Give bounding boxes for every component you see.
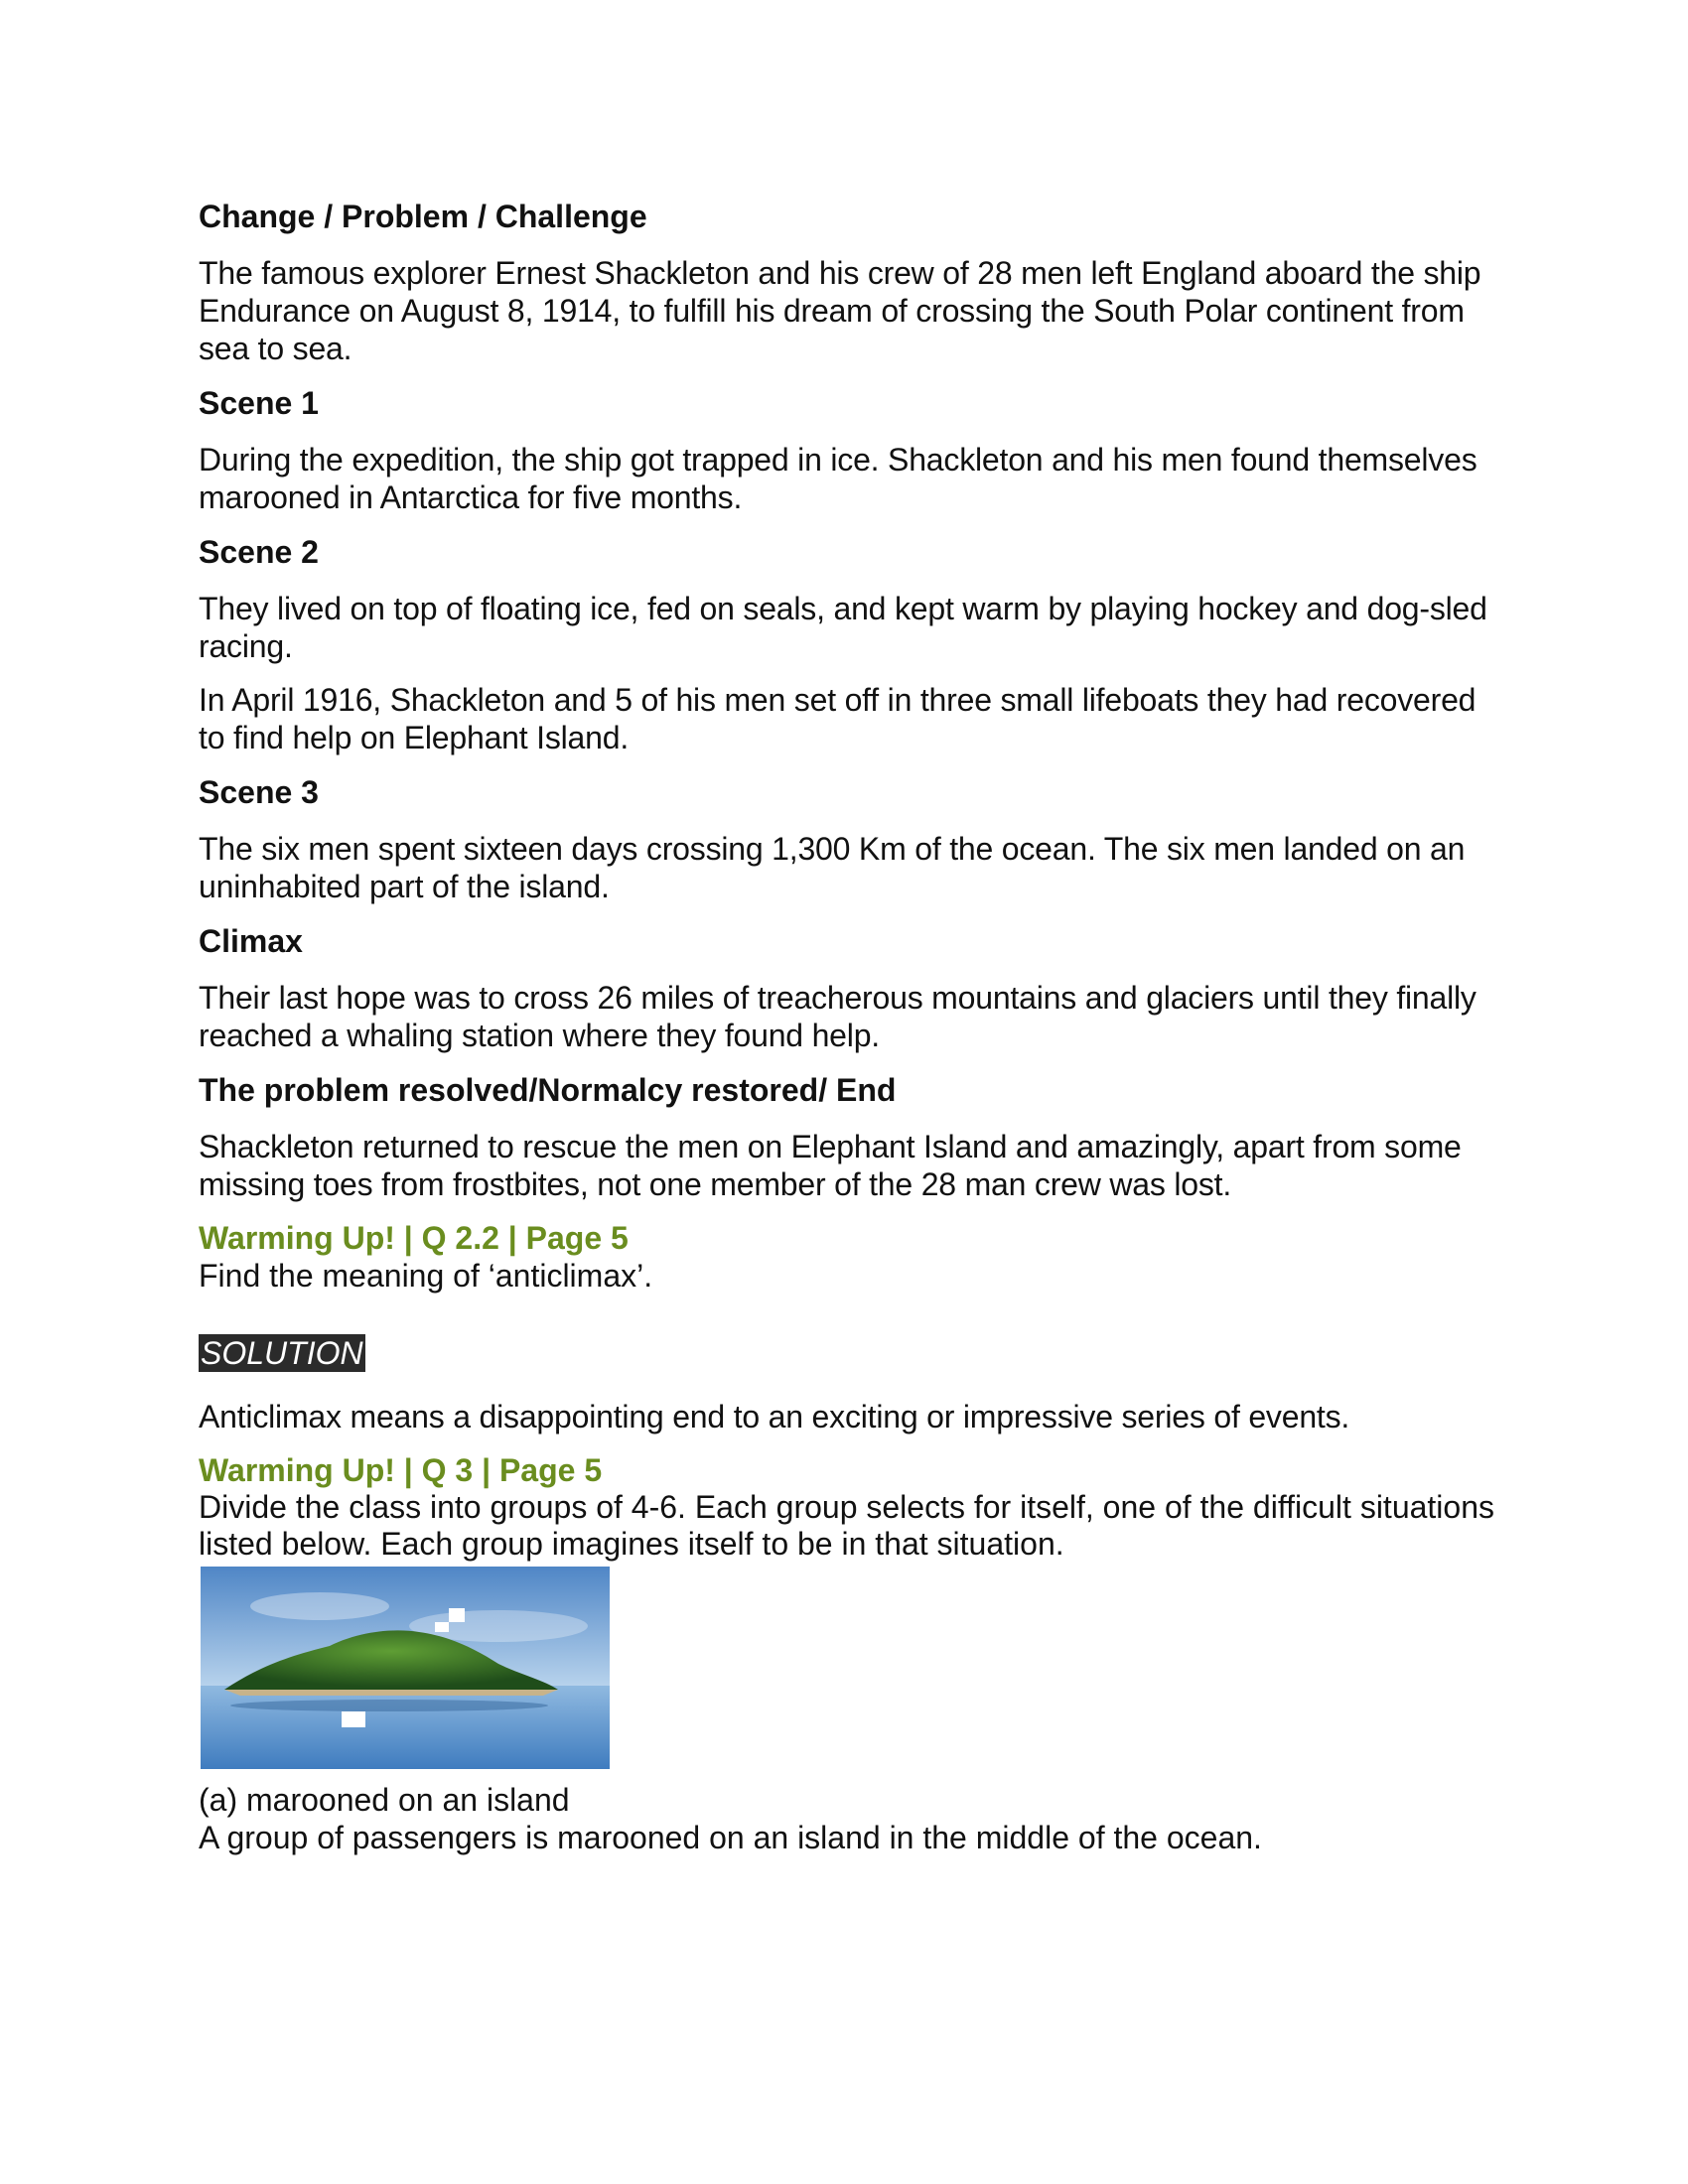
document-page [199, 197, 1509, 1856]
section-scene-3 [199, 772, 1509, 905]
section-paragraph: Their last hope was to cross 26 miles of treacherous mountains and glaciers until they finally reached a whaling station where they found help. [199, 980, 1477, 1053]
section-paragraph: The famous explorer Ernest Shackleton and his crew of 28 men left England aboard the ship Endurance on August 8, 1914, to fulfill his dream of crossing the South Polar continent from sea to sea. [199, 255, 1481, 366]
section-scene-2 [199, 532, 1509, 756]
question-heading: Warming Up! | Q 2.2 | Page 5 [199, 1220, 629, 1256]
section-heading: Scene 3 [199, 774, 319, 810]
section-scene-1 [199, 383, 1509, 516]
question-heading: Warming Up! | Q 3 | Page 5 [199, 1452, 603, 1488]
section-climax [199, 921, 1509, 1054]
section-heading: Change / Problem / Challenge [199, 199, 647, 234]
section-paragraph: They lived on top of floating ice, fed on seals, and kept warm by playing hockey and dog-sled racing. [199, 591, 1487, 664]
island-illustration [201, 1567, 610, 1769]
section-heading: Scene 2 [199, 534, 319, 570]
figure-caption: (a) marooned on an island [199, 1782, 570, 1818]
section-heading: Scene 1 [199, 385, 319, 421]
figure-description: A group of passengers is marooned on an island in the middle of the ocean. [199, 1820, 1262, 1855]
solution-text: Anticlimax means a disappointing end to an exciting or impressive series of events. [199, 1399, 1350, 1434]
question-block-3 [199, 1451, 1509, 1856]
section-paragraph: During the expedition, the ship got trapped in ice. Shackleton and his men found themselves marooned in Antarctica for five months. [199, 442, 1477, 515]
question-block-2-2 [199, 1219, 1509, 1295]
section-paragraph: The six men spent sixteen days crossing 1,300 Km of the ocean. The six men landed on an uninhabited part of the island. [199, 831, 1466, 904]
section-heading: Climax [199, 923, 303, 959]
solution-badge: SOLUTION [201, 1335, 363, 1371]
island-image [201, 1567, 610, 1769]
section-paragraph: Shackleton returned to rescue the men on Elephant Island and amazingly, apart from some missing toes from frostbites, not one member of the 28 man crew was lost. [199, 1129, 1462, 1202]
question-text: Divide the class into groups of 4-6. Each group selects for itself, one of the difficult situations listed below. Each group imagines itself to be in that situation. [199, 1489, 1494, 1562]
question-text: Find the meaning of ‘anticlimax’. [199, 1258, 653, 1294]
solution-block [199, 1334, 1509, 1435]
section-resolution [199, 1070, 1509, 1203]
section-change-problem [199, 197, 1509, 367]
section-paragraph: In April 1916, Shackleton and 5 of his men set off in three small lifeboats they had recovered to find help on Elephant Island. [199, 682, 1477, 755]
section-heading: The problem resolved/Normalcy restored/ End [199, 1072, 897, 1108]
